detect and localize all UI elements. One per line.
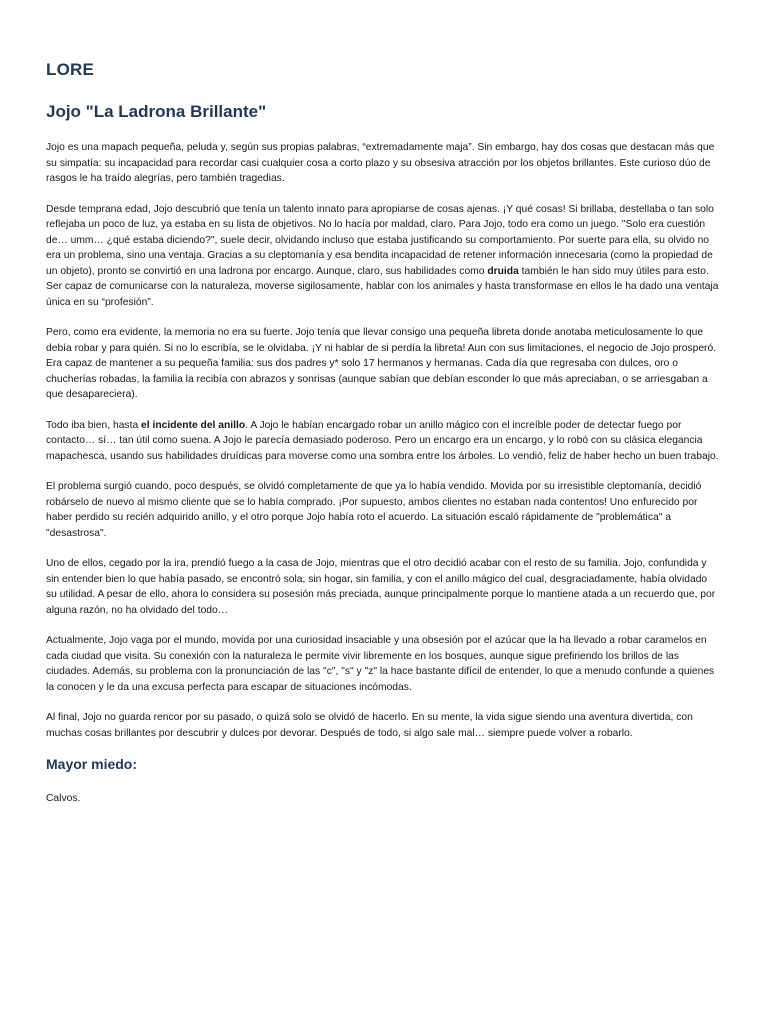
paragraph-ending: Al final, Jojo no guarda rencor por su pasado, o quizá solo se olvidó de hacerlo. En su mente, la vida sigue siendo una aventura divertida, con muchas cosas brillantes por descubrir y dulces por devorar. Después de todo, si algo sale mal… siempre puede volver a robarlo. bbox=[46, 712, 693, 739]
paragraph-memory: Pero, como era evidente, la memoria no era su fuerte. Jojo tenía que llevar consigo una pequeña libreta donde anotaba meticulosamente lo que debía robar y para quién. Si no lo escribía, se le olvidaba. ¡Y ni hablar de si perdía la libreta! Aun con sus limitaciones, el negocio de Jojo prosperó. Era capaz de mantener a su pequeña familia: sus dos padres y* solo 17 hermanos y hermanas. Cada día que regresaba con dulces, oro o chucherías robadas, la familia la recibía con abrazos y sonrisas (aunque sabían que debían esconder lo que más apreciaban, o se arriesgaban a que desapareciera). bbox=[46, 327, 717, 400]
fear-heading: Mayor miedo: bbox=[46, 756, 138, 772]
paragraph-intro: Jojo es una mapach pequeña, peluda y, según sus propias palabras, “extremadamente maja”. Sin embargo, hay dos cosas que destacan más que su simpatía: su incapacidad para recordar casi cualquier cosa a corto plazo y su obsesiva atracción por los objetos brillantes. Este curioso dúo de rasgos le ha traído alegrías, pero también tragedias. bbox=[46, 142, 715, 184]
section-title: LORE bbox=[46, 60, 95, 79]
druid-emphasis: druida bbox=[487, 265, 519, 277]
paragraph-early-life-part1: Desde temprana edad, Jojo descubrió que tenía un talento innato para apropiarse de cosas ajenas. ¡Y qué cosas! Si brillaba, destellaba o tan solo reflejaba un poco de luz, ya estaba en su lista de objetivos. No lo hacía por maldad, claro. Para Jojo, todo era como un juego. "Solo era cuestión de… umm… ¿qué estaba diciendo?", suele decir, olvidando incluso que estaba justificando su comportamiento. Por suerte para ella, su olvido no era un problema, sino una ventaja. Gracias a su cleptomanía y esa bendita incapacidad de retener información innecesaria (como la propiedad de un objeto), pronto se convirtió en una ladrona por encargo. Aunque, claro, sus habilidades como bbox=[46, 203, 714, 277]
paragraph-ring-part1: Todo iba bien, hasta bbox=[46, 419, 142, 431]
paragraph-present: Actualmente, Jojo vaga por el mundo, movida por una curiosidad insaciable y una obsesión por el azúcar que la ha llevado a robar caramelos en cada ciudad que visita. Su conexión con la naturaleza le permite vivir libremente en los bosques, aunque sigue prefiriendo los brillos de las ciudades. Además, su problema con la pronunciación de las "c", "s" y "z" la hace bastante difícil de entender, lo que a menudo confunde a quienes la conocen y le da una excusa perfecta para escapar de situaciones incómodas. bbox=[46, 635, 715, 693]
paragraph-early-life-part2: también le han sido muy útiles para esto. Ser capaz de comunicarse con la naturaleza, moverse sigilosamente, hablar con los animales y hasta transformase en ellos le ha dado una ventaja única en su “profesión”. bbox=[46, 265, 719, 308]
paragraph-tragedy: Uno de ellos, cegado por la ira, prendió fuego a la casa de Jojo, mientras que el otro decidió acabar con el resto de su familia. Jojo, confundida y sin entender bien lo que había pasado, se encontró sola, sin hogar, sin familia, y con el anillo mágico del cual, desgraciadamente, había olvidado su utilidad. A pesar de ello, ahora lo considera su posesión más preciada, aunque principalmente porque lo mantiene atada a un recuerdo que, por alguna razón, no ha olvidado del todo… bbox=[46, 558, 716, 616]
lore-body bbox=[46, 140, 720, 821]
paragraph-ring-incident bbox=[46, 418, 720, 465]
character-title: Jojo "La Ladrona Brillante" bbox=[46, 102, 267, 121]
ring-incident-emphasis: el incidente del anillo bbox=[141, 419, 246, 431]
paragraph-ring-part2: . A Jojo le habían encargado robar un anillo mágico con el increíble poder de detectar fuego por contacto… sí… tan útil como suena. A Jojo le parecía demasiado poderoso. Pero un encargo era un encargo, y lo robó con su clásica elegancia mapachesca, usando sus habilidades druídicas para moverse como una sombra entre los árboles. Lo vendió, feliz de haber hecho un buen trabajo. bbox=[46, 419, 719, 462]
fear-text: Calvos. bbox=[46, 792, 81, 804]
paragraph-early-life bbox=[46, 202, 720, 311]
paragraph-problem: El problema surgió cuando, poco después, se olvidó completamente de que ya lo había vendido. Movida por su irresistible cleptomanía, decidió robárselo de nuevo al mismo cliente que se lo había comprado. ¡Por supuesto, ambos clientes no estaban nada contentos! Uno enfurecido por haber perdido su recién adquirido anillo, y el otro porque Jojo había roto el acuerdo. La situación escaló rápidamente de "problemática" a "desastrosa". bbox=[46, 481, 702, 539]
